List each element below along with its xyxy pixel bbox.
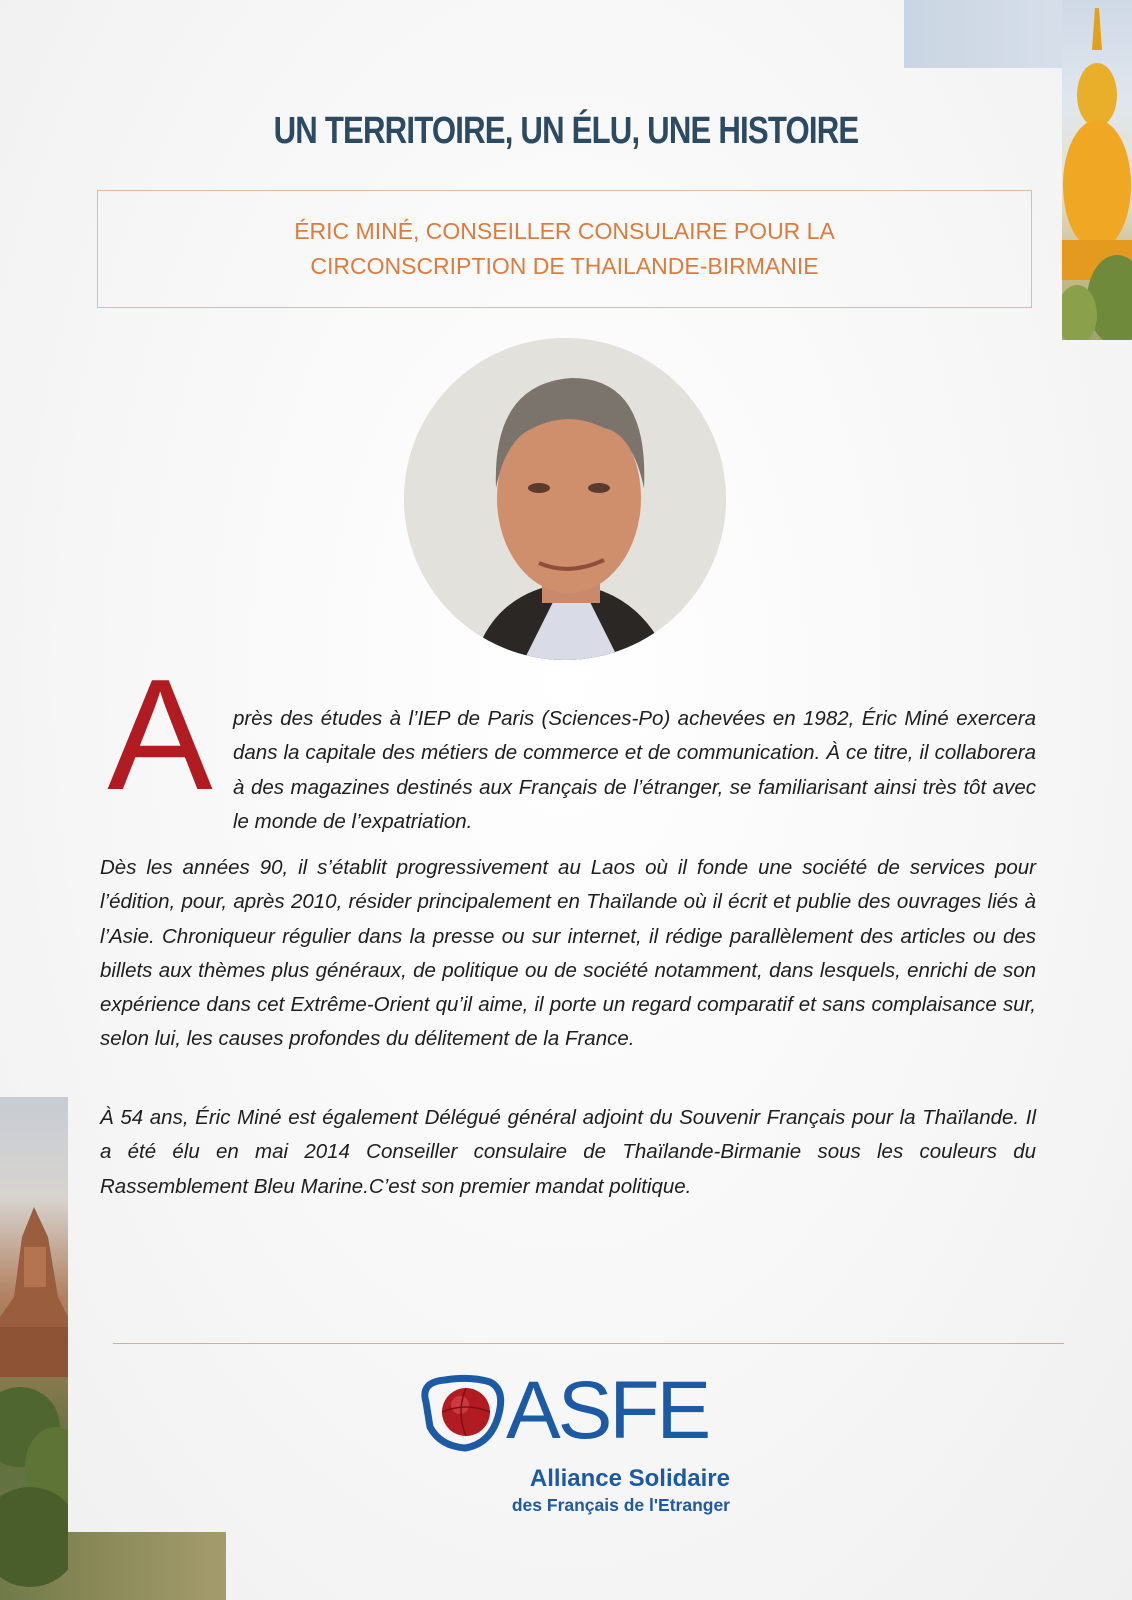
article-paragraph-1: près des études à l’IEP de Paris (Sciences-Po) achevées en 1982, Éric Miné exercera dans la capitale des métiers de commerce et de communication. À ce titre, il collaborera à des magazines destinés aux Français de l’étranger, se familiarisant ainsi très tôt avec le monde de l’expatriation. — [233, 707, 1036, 833]
portrait-photo — [404, 338, 726, 660]
subtitle-box — [97, 190, 1032, 308]
footer-divider — [113, 1343, 1064, 1344]
asfe-logo — [420, 1365, 730, 1522]
drop-cap-letter: A — [107, 647, 213, 823]
buddha-statue-image — [1062, 0, 1132, 340]
subtitle-line-2: CIRCONSCRIPTION DE THAILANDE-BIRMANIE — [310, 253, 819, 279]
subtitle-line-1: ÉRIC MINÉ, CONSEILLER CONSULAIRE POUR LA — [294, 218, 835, 244]
page-title: UN TERRITOIRE, UN ÉLU, UNE HISTOIRE — [273, 110, 859, 152]
logo-wordmark: ASFE — [506, 1365, 709, 1456]
portrait-illustration — [404, 338, 726, 660]
logo-tagline-2: des Français de l'Etranger — [511, 1495, 730, 1515]
article-paragraph-3: À 54 ans, Éric Miné est également Délégué général adjoint du Souvenir Français pour la Thaïlande. Il a été élu en mai 2014 Conseiller consulaire de Thaïlande-Birmanie sous les couleurs du Rassemblement Bleu Marine.C’est son premier mandat politique. — [100, 1106, 1036, 1198]
globe-logo-icon — [420, 1372, 508, 1452]
article-paragraph-2: Dès les années 90, il s’établit progressivement au Laos où il fonde une société de services pour l’édition, pour, après 2010, résider principalement en Thaïlande où il écrit et publie des ouvrages liés à l’Asie. Chroniqueur régulier dans la presse ou sur internet, il rédige parallèlement des articles ou des billets aux thèmes plus généraux, de politique ou de société notamment, dans lesquels, enrichi de son expérience dans cet Extrême-Orient qu’il aime, il porte un regard comparatif et sans complaisance sur, selon lui, les causes profondes du délitement de la France. — [100, 856, 1036, 1051]
logo-tagline-1: Alliance Solidaire — [529, 1465, 730, 1492]
temple-image — [0, 1097, 68, 1600]
